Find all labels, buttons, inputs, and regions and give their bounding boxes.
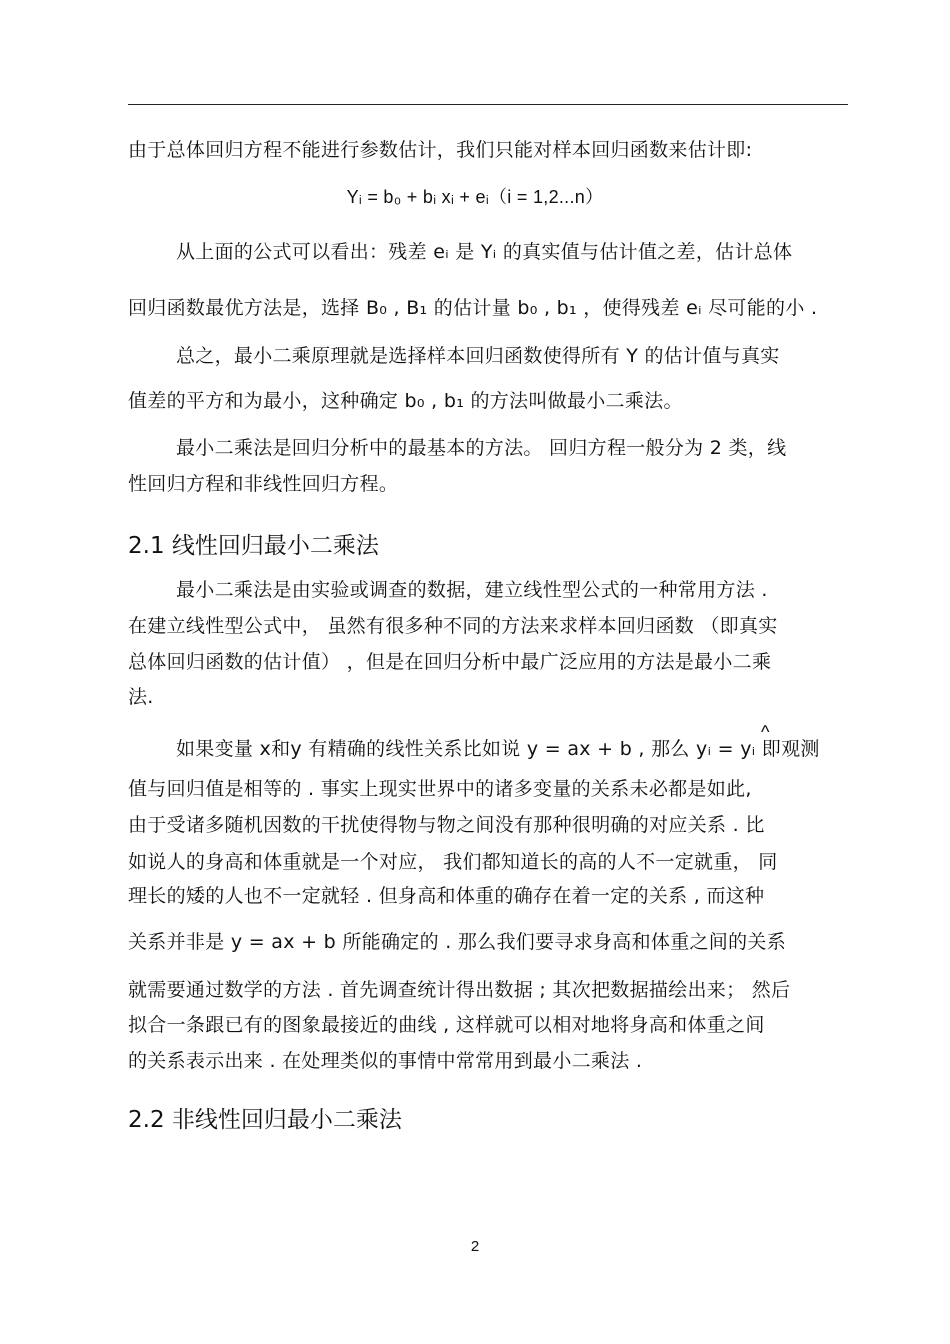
paragraph-line: 如说人的身高和体重就是一个对应， 我们都知道长的高的人不一定就重， 同 [128,851,778,873]
paragraph-line: 理长的矮的人也不一定就轻 . 但身高和体重的确存在着一定的关系 , 而这种 [128,885,765,907]
section-heading: 2.1 线性回归最小二乘法 [128,533,379,559]
paragraph-line: 拟合一条跟已有的图象最接近的曲线 , 这样就可以相对地将身高和体重之间 [128,1014,765,1036]
paragraph-line: 法. [128,686,154,708]
paragraph-line: 最小二乘法是回归分析中的最基本的方法。 回归方程一般分为 2 类，线 [176,437,787,459]
formula: Yᵢ = b₀ + bᵢ xᵢ + eᵢ（i = 1,2...n） [346,187,604,207]
paragraph-line: 总体回归函数的估计值） ，但是在回归分析中最广泛应用的方法是最小二乘 [128,651,772,673]
page-number: 2 [470,1238,480,1255]
paragraph-line: 最小二乘法是由实验或调查的数据，建立线性型公式的一种常用方法 . [176,579,768,601]
paragraph-line: 由于总体回归方程不能进行参数估计，我们只能对样本回归函数来估计即: [128,139,753,161]
paragraph-line: 如果变量 x和y 有精确的线性关系比如说 y = ax + b , 那么 yᵢ = yᵢ 即观测 [176,738,820,760]
paragraph-line: 总之，最小二乘原理就是选择样本回归函数使得所有 Y 的估计值与真实 [176,345,780,367]
paragraph-line: 性回归方程和非线性回归方程。 [128,473,399,495]
paragraph-line: 值与回归值是相等的 . 事实上现实世界中的诸多变量的关系未必都是如此, [128,778,752,800]
paragraph-line: 关系并非是 y = ax + b 所能确定的 . 那么我们要寻求身高和体重之间的关系 [128,931,786,953]
header-rule [128,104,848,105]
paragraph-line: 的关系表示出来 . 在处理类似的事情中常常用到最小二乘法 . [128,1050,643,1072]
hat-accent: ^ [761,722,770,742]
paragraph-line: 从上面的公式可以看出：残差 eᵢ 是 Yᵢ 的真实值与估计值之差，估计总体 [176,241,793,263]
section-heading: 2.2 非线性回归最小二乘法 [128,1107,402,1133]
paragraph-line: 在建立线性型公式中， 虽然有很多种不同的方法来求样本回归函数 （即真实 [128,615,778,637]
paragraph-line: 就需要通过数学的方法 . 首先调查统计得出数据 ; 其次把数据描绘出来； 然后 [128,979,791,1001]
paragraph-line: 由于受诸多随机因数的干扰使得物与物之间没有那种很明确的对应关系 . 比 [128,814,765,836]
paragraph-line: 回归函数最优方法是，选择 B₀ , B₁ 的估计量 b₀ , b₁ ，使得残差 eᵢ 尽可能的小 . [128,297,818,319]
paragraph-line: 值差的平方和为最小，这种确定 b₀ , b₁ 的方法叫做最小二乘法。 [128,390,683,412]
